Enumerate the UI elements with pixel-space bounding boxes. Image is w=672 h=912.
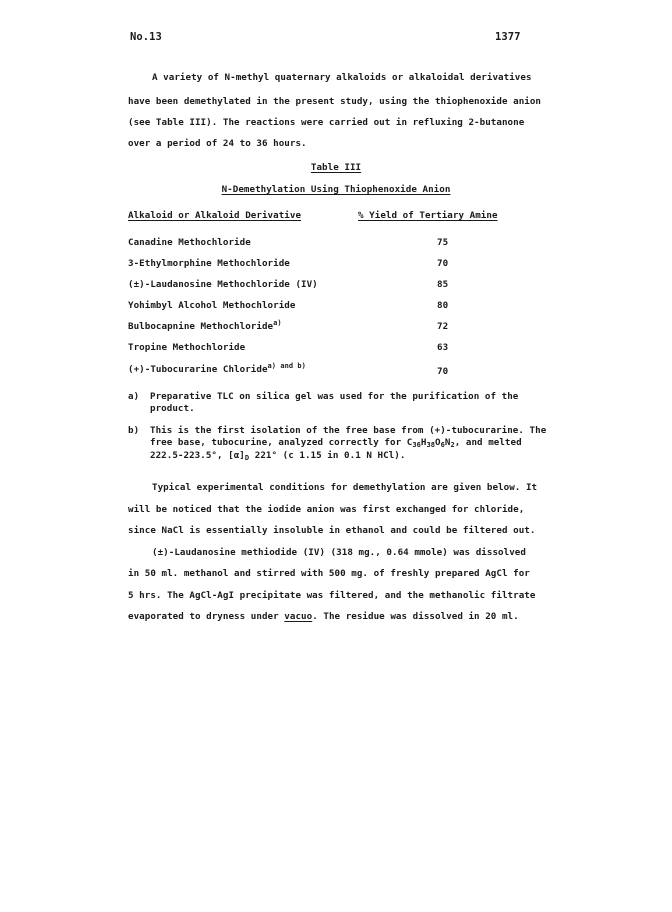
table-row-yield: 70	[437, 366, 449, 377]
intro-line-1: A variety of N-methyl quaternary alkaloids or alkaloidal derivatives	[152, 72, 532, 83]
footnote-a-label: a)	[128, 391, 140, 402]
table-row-name: Canadine Methochloride	[128, 237, 251, 248]
table-row-yield: 85	[437, 279, 449, 290]
body-line-5: in 50 ml. methanol and stirred with 500 mg. of freshly prepared AgCl for	[128, 568, 530, 579]
table-row-yield: 70	[437, 258, 449, 269]
body-line-6: 5 hrs. The AgCl-AgI precipitate was filtered, and the methanolic filtrate	[128, 590, 536, 601]
footnote-ref: a)	[273, 319, 282, 327]
footnote-ref: a) and b)	[267, 362, 306, 370]
intro-line-4: over a period of 24 to 36 hours.	[128, 138, 307, 149]
table-row-name: 3-Ethylmorphine Methochloride	[128, 258, 290, 269]
table-row-name: Tropine Methochloride	[128, 342, 246, 353]
issue-number: No.13	[130, 31, 162, 43]
footnote-a-line-2: product.	[150, 403, 195, 414]
table-row-name: (±)-Laudanosine Methochloride (IV)	[128, 279, 318, 290]
page-number: 1377	[495, 31, 521, 43]
body-line-1: Typical experimental conditions for demethylation are given below. It	[152, 482, 538, 493]
footnote-b-label: b)	[128, 425, 140, 436]
footnote-b-line-2: free base, tubocurine, analyzed correctly for $C_{36}H_{38}O_6N_2$, and melted	[150, 437, 522, 449]
body-line-2: will be noticed that the iodide anion was first exchanged for chloride,	[128, 504, 525, 515]
table-row-yield: 63	[437, 342, 449, 353]
body-line-3: since NaCl is essentially insoluble in ethanol and could be filtered out.	[128, 525, 536, 536]
body-line-7: evaporated to dryness under vacuo. The residue was dissolved in 20 ml.	[128, 611, 519, 622]
intro-line-2: have been demethylated in the present study, using the thiophenoxide anion	[128, 96, 542, 107]
body-line-4: (±)-Laudanosine methiodide (IV) (318 mg., 0.64 mmole) was dissolved	[152, 547, 526, 558]
table-label: Table III	[310, 162, 362, 173]
footnote-b-line-3: 222.5-223.5°, $[\alpha]_D$ 221° (c 1.15 in 0.1 N HCl).	[150, 450, 406, 462]
table-row-yield: 72	[437, 321, 449, 332]
table-row-name: (+)-Tubocurarine Chloride$^{a) and b)}$	[128, 362, 306, 375]
intro-line-3: (see Table III). The reactions were carried out in refluxing 2-butanone	[128, 117, 525, 128]
column-header-yield: % Yield of Tertiary Amine	[358, 210, 498, 221]
table-row-yield: 75	[437, 237, 449, 248]
table-caption: N-Demethylation Using Thiophenoxide Anion	[221, 184, 451, 195]
table-row-yield: 80	[437, 300, 449, 311]
table-row-name: Yohimbyl Alcohol Methochloride	[128, 300, 296, 311]
table-row-name: Bulbocapnine Methochloride$^{a)}$	[128, 319, 282, 332]
column-header-alkaloid: Alkaloid or Alkaloid Derivative	[128, 210, 302, 221]
footnote-b-line-1: This is the first isolation of the free base from (+)-tubocurarine. The	[150, 425, 547, 436]
footnote-a-line-1: Preparative TLC on silica gel was used for the purification of the	[150, 391, 519, 402]
